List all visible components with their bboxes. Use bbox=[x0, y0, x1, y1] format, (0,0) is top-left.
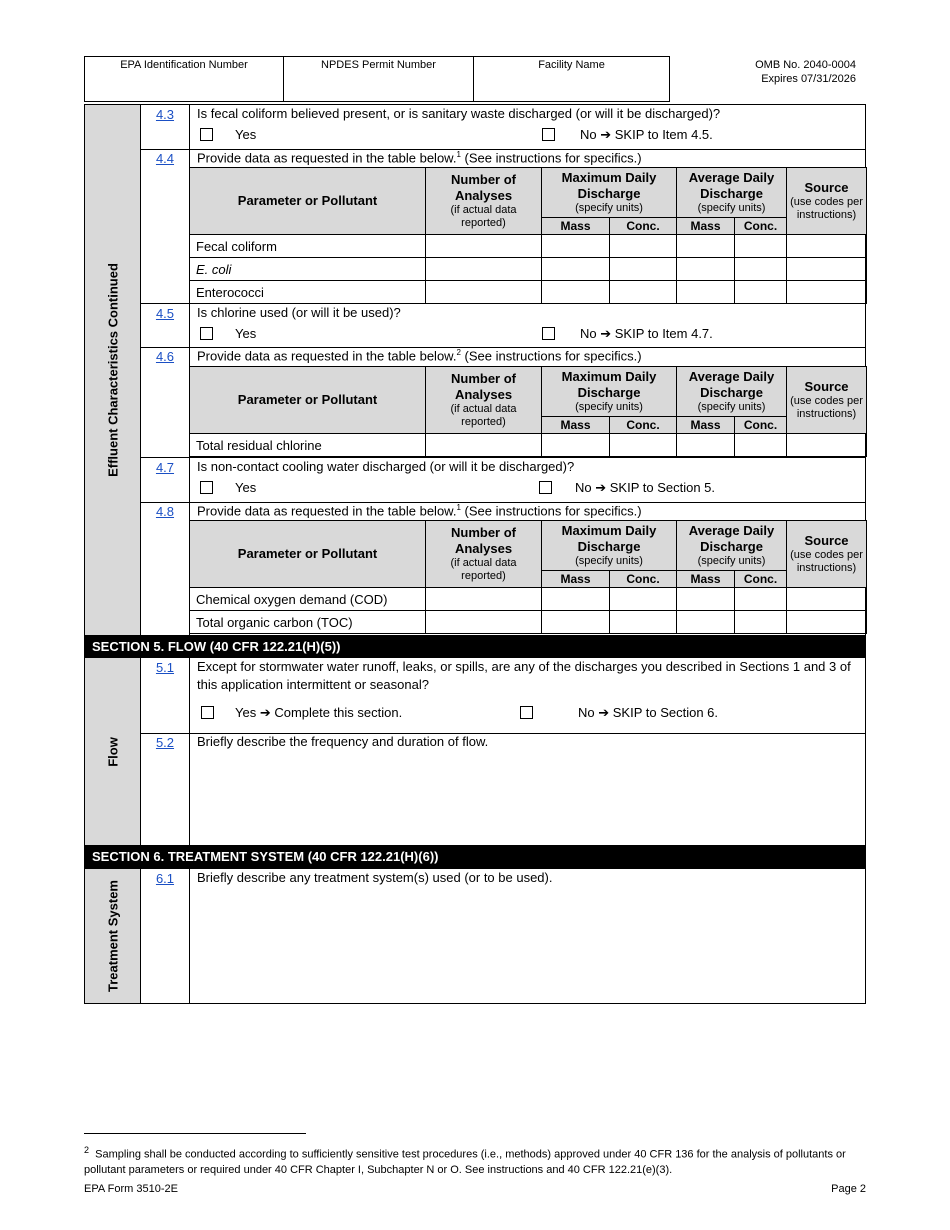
input-cell[interactable] bbox=[787, 281, 867, 304]
item-4-4-footnote-ref: 1 bbox=[456, 150, 461, 159]
footnote bbox=[84, 1143, 866, 1178]
item-6-1-link[interactable]: 6.1 bbox=[155, 871, 175, 886]
item-4-4-text: Provide data as requested in the table below. bbox=[197, 150, 457, 166]
item-4-8-instruction bbox=[197, 503, 642, 518]
item-5-1-question-line1: Except for stormwater water runoff, leaks, or spills, are any of the discharges you described in Sections 1 and 3 of bbox=[197, 659, 851, 674]
facility-field[interactable] bbox=[474, 57, 669, 101]
section-5-header: SECTION 5. FLOW (40 CFR 122.21(H)(5)) bbox=[84, 636, 866, 658]
input-cell[interactable] bbox=[542, 588, 610, 611]
npdes-label: NPDES Permit Number bbox=[321, 59, 436, 71]
input-cell[interactable] bbox=[677, 281, 735, 304]
table-4-6 bbox=[189, 366, 867, 457]
input-cell[interactable] bbox=[542, 258, 610, 281]
item-4-5-yes-label: Yes bbox=[235, 326, 257, 341]
header-max-daily: Maximum Daily Discharge (specify units) bbox=[542, 521, 677, 571]
epa-id-label: EPA Identification Number bbox=[120, 59, 248, 71]
header-max-mass: Mass bbox=[542, 571, 610, 588]
section-6-header: SECTION 6. TREATMENT SYSTEM (40 CFR 122.21(H)(6)) bbox=[84, 846, 866, 868]
input-cell[interactable] bbox=[787, 258, 867, 281]
input-cell[interactable] bbox=[677, 588, 735, 611]
sidebar-effluent-label: Effluent Characteristics Continued bbox=[105, 263, 120, 477]
header-max-daily: Maximum Daily Discharge (specify units) bbox=[542, 367, 677, 417]
header-avg-mass: Mass bbox=[677, 218, 735, 235]
header-avg-conc: Conc. bbox=[735, 571, 787, 588]
item-4-4-link[interactable]: 4.4 bbox=[155, 151, 175, 166]
item-4-6-footnote-ref: 2 bbox=[456, 348, 461, 357]
item-4-8-footnote-ref: 1 bbox=[456, 503, 461, 512]
input-cell[interactable] bbox=[542, 611, 610, 634]
input-cell[interactable] bbox=[787, 434, 867, 457]
input-cell[interactable] bbox=[610, 588, 677, 611]
item-5-2-cell bbox=[140, 733, 190, 846]
item-4-5-question: Is chlorine used (or will it be used)? bbox=[197, 305, 401, 320]
input-cell[interactable] bbox=[735, 611, 787, 634]
pollutant-name: Total residual chlorine bbox=[190, 434, 426, 457]
item-4-7-link[interactable]: 4.7 bbox=[155, 460, 175, 475]
omb-number: OMB No. 2040-0004 bbox=[755, 59, 856, 71]
item-4-3-no-checkbox[interactable] bbox=[542, 128, 555, 141]
input-cell[interactable] bbox=[610, 281, 677, 304]
item-4-4-cell bbox=[140, 149, 190, 304]
input-cell[interactable] bbox=[677, 235, 735, 258]
input-cell[interactable] bbox=[610, 235, 677, 258]
item-4-3-question: Is fecal coliform believed present, or is sanitary waste discharged (or will it be discharged)? bbox=[197, 106, 721, 121]
input-cell[interactable] bbox=[787, 235, 867, 258]
header-avg-daily: Average Daily Discharge (specify units) bbox=[677, 367, 787, 417]
pollutant-name: Fecal coliform bbox=[190, 235, 426, 258]
item-5-1-question-line2: this application intermittent or seasonal? bbox=[197, 677, 429, 692]
item-5-2-question: Briefly describe the frequency and duration of flow. bbox=[197, 734, 489, 749]
item-4-4-tail: (See instructions for specifics.) bbox=[460, 150, 642, 166]
header-max-daily: Maximum Daily Discharge (specify units) bbox=[542, 168, 677, 218]
input-cell[interactable] bbox=[542, 281, 610, 304]
input-cell[interactable] bbox=[426, 434, 542, 457]
header-max-conc: Conc. bbox=[610, 417, 677, 434]
header-max-mass: Mass bbox=[542, 417, 610, 434]
item-5-1-no-label: No ➔ SKIP to Section 6. bbox=[578, 705, 719, 720]
item-5-1-cell bbox=[140, 657, 190, 734]
item-5-1-yes-checkbox[interactable] bbox=[201, 706, 214, 719]
table-row bbox=[190, 611, 867, 634]
header-avg-daily: Average Daily Discharge (specify units) bbox=[677, 521, 787, 571]
input-cell[interactable] bbox=[735, 258, 787, 281]
item-4-4-instruction bbox=[197, 150, 642, 165]
item-4-8-cell bbox=[140, 502, 190, 636]
flow-description-input[interactable] bbox=[190, 752, 865, 845]
header-max-conc: Conc. bbox=[610, 218, 677, 235]
item-4-6-cell bbox=[140, 347, 190, 458]
header-parameter: Parameter or Pollutant bbox=[190, 168, 426, 235]
header-avg-mass: Mass bbox=[677, 417, 735, 434]
table-row bbox=[190, 281, 867, 304]
omb-info bbox=[700, 58, 856, 86]
input-cell[interactable] bbox=[735, 588, 787, 611]
item-4-3-link[interactable]: 4.3 bbox=[155, 107, 175, 122]
item-6-1-question: Briefly describe any treatment system(s) used (or to be used). bbox=[197, 870, 553, 885]
input-cell[interactable] bbox=[677, 258, 735, 281]
npdes-field[interactable] bbox=[284, 57, 474, 101]
input-cell[interactable] bbox=[426, 235, 542, 258]
item-4-3-yes-label: Yes bbox=[235, 127, 257, 142]
pollutant-name: Enterococci bbox=[190, 281, 426, 304]
input-cell[interactable] bbox=[610, 434, 677, 457]
item-4-5-yes-checkbox[interactable] bbox=[200, 327, 213, 340]
header-source: Source (use codes per instructions) bbox=[787, 367, 867, 434]
footnote-text: Sampling shall be conducted according to sufficiently sensitive test procedures (i.e., methods) approved under 40 CFR 136 for the analysis of pollutants or pollutant parameters or required under 40 CFR Chapter I, Subchapter N or O. See instructions and 40 CFR 122.21(e)(3). bbox=[84, 1148, 846, 1176]
table-row bbox=[190, 235, 867, 258]
form-number: EPA Form 3510-2E bbox=[84, 1183, 178, 1195]
input-cell[interactable] bbox=[677, 611, 735, 634]
sidebar-effluent bbox=[84, 104, 141, 636]
header-avg-conc: Conc. bbox=[735, 417, 787, 434]
expiration-date: Expires 07/31/2026 bbox=[761, 73, 856, 85]
table-4-4 bbox=[189, 167, 867, 304]
item-5-1-no-checkbox[interactable] bbox=[520, 706, 533, 719]
header-max-mass: Mass bbox=[542, 218, 610, 235]
item-5-2-link[interactable]: 5.2 bbox=[155, 735, 175, 750]
facility-label: Facility Name bbox=[538, 59, 605, 71]
table-4-8 bbox=[189, 520, 867, 634]
input-cell[interactable] bbox=[426, 258, 542, 281]
treatment-description-input[interactable] bbox=[190, 888, 865, 1003]
header-parameter: Parameter or Pollutant bbox=[190, 521, 426, 588]
item-4-3-yes-checkbox[interactable] bbox=[200, 128, 213, 141]
header-avg-mass: Mass bbox=[677, 571, 735, 588]
item-4-5-no-label: No ➔ SKIP to Item 4.7. bbox=[580, 326, 713, 341]
input-cell[interactable] bbox=[787, 611, 867, 634]
item-4-7-yes-label: Yes bbox=[235, 480, 257, 495]
input-cell[interactable] bbox=[735, 235, 787, 258]
table-row bbox=[190, 588, 867, 611]
table-row bbox=[190, 434, 867, 457]
sidebar-treatment bbox=[84, 868, 141, 1004]
pollutant-name: Chemical oxygen demand (COD) bbox=[190, 588, 426, 611]
header-parameter: Parameter or Pollutant bbox=[190, 367, 426, 434]
item-4-6-instruction bbox=[197, 348, 642, 363]
item-5-1-yes-label: Yes ➔ Complete this section. bbox=[235, 705, 403, 720]
item-4-7-yes-checkbox[interactable] bbox=[200, 481, 213, 494]
input-cell[interactable] bbox=[735, 434, 787, 457]
header-source: Source (use codes per instructions) bbox=[787, 168, 867, 235]
item-4-5-cell bbox=[140, 303, 190, 348]
header-num-analyses: Number of Analyses (if actual data reported) bbox=[426, 367, 542, 434]
item-4-8-text: Provide data as requested in the table below. bbox=[197, 503, 457, 519]
sidebar-treatment-label: Treatment System bbox=[105, 880, 120, 992]
item-4-7-question: Is non-contact cooling water discharged (or will it be discharged)? bbox=[197, 459, 575, 474]
sidebar-flow-label: Flow bbox=[105, 736, 120, 767]
header-num-analyses: Number of Analyses (if actual data reported) bbox=[426, 521, 542, 588]
sidebar-flow bbox=[84, 657, 141, 846]
input-cell[interactable] bbox=[610, 611, 677, 634]
input-cell[interactable] bbox=[677, 434, 735, 457]
footnote-separator bbox=[84, 1133, 306, 1134]
item-4-7-no-label: No ➔ SKIP to Section 5. bbox=[575, 480, 716, 495]
input-cell[interactable] bbox=[426, 611, 542, 634]
item-4-6-tail: (See instructions for specifics.) bbox=[460, 348, 642, 364]
input-cell[interactable] bbox=[542, 434, 610, 457]
input-cell[interactable] bbox=[610, 258, 677, 281]
item-4-5-no-checkbox[interactable] bbox=[542, 327, 555, 340]
item-4-7-cell bbox=[140, 457, 190, 503]
header-num-analyses: Number of Analyses (if actual data reported) bbox=[426, 168, 542, 235]
input-cell[interactable] bbox=[426, 588, 542, 611]
item-4-5-link[interactable]: 4.5 bbox=[155, 306, 175, 321]
item-4-7-no-checkbox[interactable] bbox=[539, 481, 552, 494]
item-5-1-link[interactable]: 5.1 bbox=[155, 660, 175, 675]
input-cell[interactable] bbox=[426, 281, 542, 304]
input-cell[interactable] bbox=[735, 281, 787, 304]
item-4-6-text: Provide data as requested in the table below. bbox=[197, 348, 457, 364]
item-4-8-link[interactable]: 4.8 bbox=[155, 504, 175, 519]
input-cell[interactable] bbox=[787, 588, 867, 611]
item-4-3-cell bbox=[140, 104, 190, 150]
pollutant-name: E. coli bbox=[190, 258, 426, 281]
item-4-6-link[interactable]: 4.6 bbox=[155, 349, 175, 364]
pollutant-name: Total organic carbon (TOC) bbox=[190, 611, 426, 634]
header-source: Source (use codes per instructions) bbox=[787, 521, 867, 588]
header-avg-daily: Average Daily Discharge (specify units) bbox=[677, 168, 787, 218]
epa-id-field[interactable] bbox=[85, 57, 284, 101]
table-row bbox=[190, 258, 867, 281]
footnote-mark: 2 bbox=[84, 1145, 90, 1155]
page-number: Page 2 bbox=[831, 1183, 866, 1195]
header-avg-conc: Conc. bbox=[735, 218, 787, 235]
item-6-1-cell bbox=[140, 868, 190, 1004]
input-cell[interactable] bbox=[542, 235, 610, 258]
header-id-box bbox=[84, 56, 670, 102]
header-max-conc: Conc. bbox=[610, 571, 677, 588]
item-4-8-tail: (See instructions for specifics.) bbox=[460, 503, 642, 519]
item-4-3-no-label: No ➔ SKIP to Item 4.5. bbox=[580, 127, 713, 142]
